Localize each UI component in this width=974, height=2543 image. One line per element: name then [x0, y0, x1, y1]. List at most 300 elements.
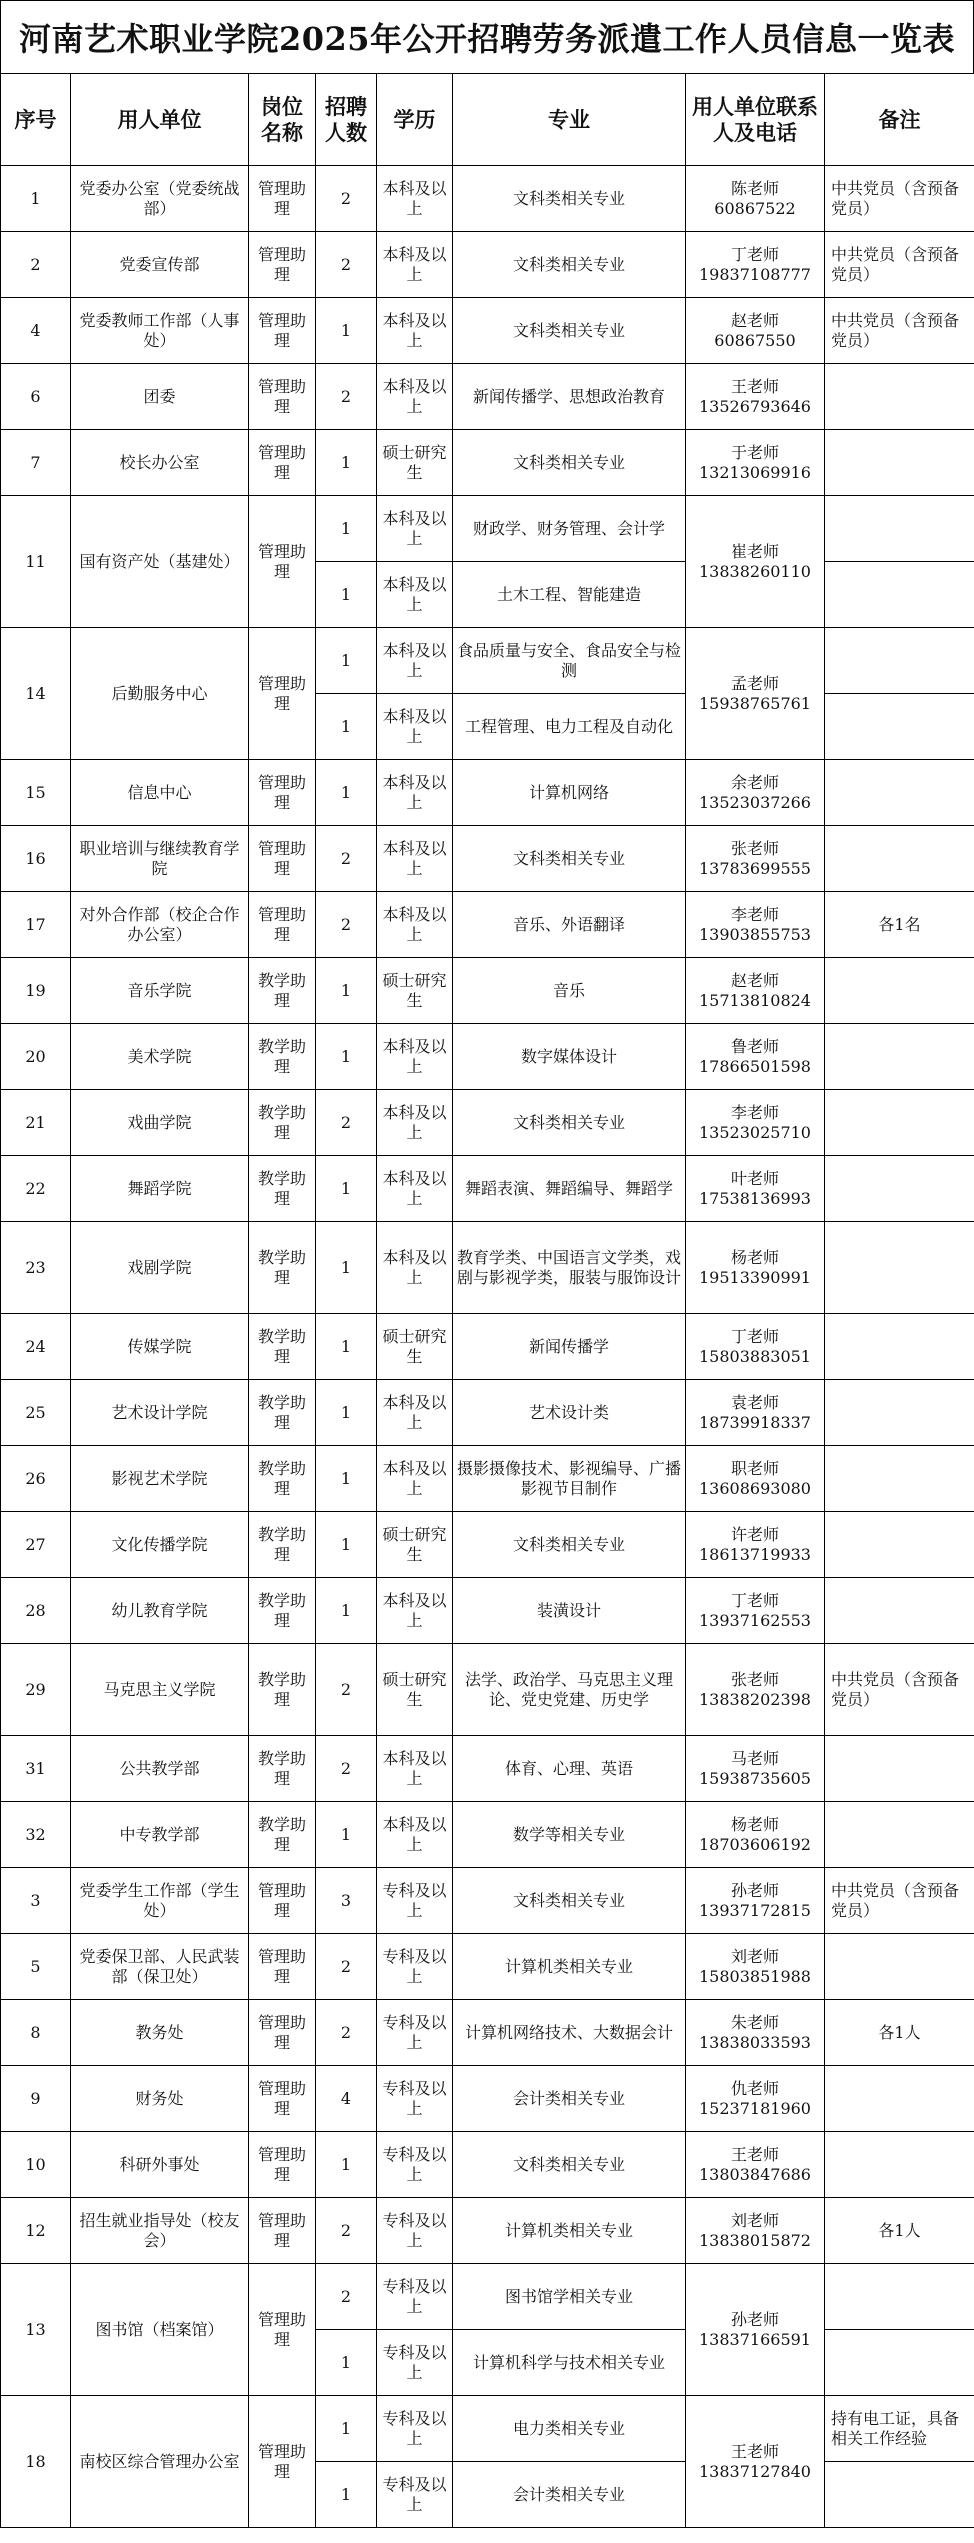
cell-note [825, 2264, 974, 2330]
cell-major: 舞蹈表演、舞蹈编导、舞蹈学 [453, 1156, 686, 1222]
cell-note [825, 562, 974, 628]
cell-edu: 硕士研究生 [377, 1314, 453, 1380]
cell-note: 中共党员（含预备党员） [825, 1644, 974, 1736]
cell-note [825, 496, 974, 562]
table-row [1, 1934, 974, 2000]
cell-note [825, 826, 974, 892]
cell-major: 食品质量与安全、食品安全与检测 [453, 628, 686, 694]
cell-edu: 本科及以上 [377, 1578, 453, 1644]
cell-contact: 余老师 13523037266 [686, 760, 825, 826]
cell-count: 1 [316, 430, 377, 496]
cell-note [825, 2330, 974, 2396]
cell-major: 文科类相关专业 [453, 826, 686, 892]
table-row [1, 166, 974, 232]
cell-post: 管理助理 [249, 1868, 316, 1934]
cell-contact: 职老师 13608693080 [686, 1446, 825, 1512]
cell-major: 计算机科学与技术相关专业 [453, 2330, 686, 2396]
table-row [1, 1736, 974, 1802]
cell-contact: 张老师 13838202398 [686, 1644, 825, 1736]
cell-unit: 信息中心 [71, 760, 249, 826]
cell-unit: 党委教师工作部（人事处） [71, 298, 249, 364]
cell-post: 教学助理 [249, 1578, 316, 1644]
cell-count: 1 [316, 1024, 377, 1090]
cell-contact: 孙老师 13837166591 [686, 2264, 825, 2396]
cell-contact: 袁老师 18739918337 [686, 1380, 825, 1446]
header-contact: 用人单位联系人及电话 [686, 74, 825, 166]
cell-unit: 艺术设计学院 [71, 1380, 249, 1446]
cell-no: 27 [1, 1512, 71, 1578]
cell-major: 财政学、财务管理、会计学 [453, 496, 686, 562]
cell-unit: 党委办公室（党委统战部） [71, 166, 249, 232]
cell-contact: 王老师 13837127840 [686, 2396, 825, 2528]
cell-contact: 叶老师 17538136993 [686, 1156, 825, 1222]
cell-edu: 本科及以上 [377, 1090, 453, 1156]
table-row [1, 2396, 974, 2462]
cell-no: 4 [1, 298, 71, 364]
cell-count: 1 [316, 1314, 377, 1380]
header-row [1, 74, 974, 166]
cell-post: 管理助理 [249, 2264, 316, 2396]
cell-no: 16 [1, 826, 71, 892]
cell-no: 5 [1, 1934, 71, 2000]
cell-edu: 本科及以上 [377, 298, 453, 364]
cell-count: 2 [316, 166, 377, 232]
cell-major: 数学等相关专业 [453, 1802, 686, 1868]
cell-post: 教学助理 [249, 958, 316, 1024]
cell-major: 计算机类相关专业 [453, 1934, 686, 2000]
cell-post: 教学助理 [249, 1644, 316, 1736]
cell-no: 31 [1, 1736, 71, 1802]
cell-post: 教学助理 [249, 1446, 316, 1512]
cell-major: 计算机网络技术、大数据会计 [453, 2000, 686, 2066]
cell-note [825, 1512, 974, 1578]
header-major: 专业 [453, 74, 686, 166]
cell-note [825, 1024, 974, 1090]
table-row [1, 2066, 974, 2132]
cell-unit: 科研外事处 [71, 2132, 249, 2198]
cell-post: 管理助理 [249, 166, 316, 232]
cell-unit: 舞蹈学院 [71, 1156, 249, 1222]
cell-count: 1 [316, 562, 377, 628]
cell-post: 管理助理 [249, 826, 316, 892]
cell-note [825, 694, 974, 760]
cell-note [825, 1222, 974, 1314]
cell-major: 计算机网络 [453, 760, 686, 826]
table-row [1, 298, 974, 364]
cell-post: 教学助理 [249, 1314, 316, 1380]
page-title: 河南艺术职业学院2025年公开招聘劳务派遣工作人员信息一览表 [0, 0, 974, 73]
cell-major: 文科类相关专业 [453, 166, 686, 232]
cell-contact: 杨老师 19513390991 [686, 1222, 825, 1314]
cell-major: 文科类相关专业 [453, 232, 686, 298]
table-row [1, 1512, 974, 1578]
cell-count: 2 [316, 364, 377, 430]
cell-edu: 专科及以上 [377, 1934, 453, 2000]
table-row [1, 430, 974, 496]
header-note: 备注 [825, 74, 974, 166]
table-row [1, 2000, 974, 2066]
header-no: 序号 [1, 74, 71, 166]
cell-count: 1 [316, 496, 377, 562]
cell-major: 电力类相关专业 [453, 2396, 686, 2462]
cell-post: 管理助理 [249, 298, 316, 364]
cell-major: 工程管理、电力工程及自动化 [453, 694, 686, 760]
cell-major: 新闻传播学 [453, 1314, 686, 1380]
cell-contact: 刘老师 15803851988 [686, 1934, 825, 2000]
cell-post: 管理助理 [249, 628, 316, 760]
cell-contact: 李老师 13523025710 [686, 1090, 825, 1156]
cell-no: 9 [1, 2066, 71, 2132]
cell-post: 管理助理 [249, 2132, 316, 2198]
table-row [1, 496, 974, 562]
cell-contact: 陈老师 60867522 [686, 166, 825, 232]
cell-no: 26 [1, 1446, 71, 1512]
cell-major: 图书馆学相关专业 [453, 2264, 686, 2330]
cell-count: 1 [316, 1802, 377, 1868]
cell-major: 文科类相关专业 [453, 2132, 686, 2198]
cell-edu: 本科及以上 [377, 1802, 453, 1868]
cell-post: 教学助理 [249, 1222, 316, 1314]
cell-no: 19 [1, 958, 71, 1024]
cell-post: 教学助理 [249, 1090, 316, 1156]
cell-unit: 校长办公室 [71, 430, 249, 496]
cell-count: 2 [316, 1644, 377, 1736]
cell-unit: 国有资产处（基建处） [71, 496, 249, 628]
table-row [1, 1156, 974, 1222]
cell-note: 中共党员（含预备党员） [825, 298, 974, 364]
table-body [1, 166, 974, 2528]
cell-contact: 张老师 13783699555 [686, 826, 825, 892]
header-unit: 用人单位 [71, 74, 249, 166]
cell-post: 管理助理 [249, 892, 316, 958]
cell-major: 计算机类相关专业 [453, 2198, 686, 2264]
table-row [1, 1380, 974, 1446]
table-row [1, 1802, 974, 1868]
cell-contact: 杨老师 18703606192 [686, 1802, 825, 1868]
cell-major: 音乐 [453, 958, 686, 1024]
cell-edu: 本科及以上 [377, 892, 453, 958]
cell-note [825, 364, 974, 430]
cell-no: 8 [1, 2000, 71, 2066]
cell-count: 2 [316, 1736, 377, 1802]
cell-count: 1 [316, 628, 377, 694]
cell-contact: 刘老师 13838015872 [686, 2198, 825, 2264]
table-row [1, 760, 974, 826]
cell-no: 12 [1, 2198, 71, 2264]
cell-major: 体育、心理、英语 [453, 1736, 686, 1802]
cell-edu: 本科及以上 [377, 562, 453, 628]
recruitment-table [0, 73, 974, 2528]
cell-unit: 马克思主义学院 [71, 1644, 249, 1736]
cell-edu: 专科及以上 [377, 2462, 453, 2528]
table-row [1, 1644, 974, 1736]
cell-edu: 本科及以上 [377, 364, 453, 430]
cell-unit: 南校区综合管理办公室 [71, 2396, 249, 2528]
cell-note [825, 2066, 974, 2132]
cell-edu: 本科及以上 [377, 1446, 453, 1512]
cell-major: 装潢设计 [453, 1578, 686, 1644]
cell-major: 教育学类、中国语言文学类，戏剧与影视学类，服装与服饰设计 [453, 1222, 686, 1314]
cell-count: 1 [316, 1512, 377, 1578]
cell-count: 1 [316, 2396, 377, 2462]
cell-edu: 硕士研究生 [377, 958, 453, 1024]
cell-post: 教学助理 [249, 1802, 316, 1868]
cell-no: 21 [1, 1090, 71, 1156]
cell-unit: 公共教学部 [71, 1736, 249, 1802]
cell-post: 管理助理 [249, 2198, 316, 2264]
cell-count: 1 [316, 2462, 377, 2528]
cell-edu: 本科及以上 [377, 1024, 453, 1090]
cell-unit: 传媒学院 [71, 1314, 249, 1380]
cell-major: 文科类相关专业 [453, 1090, 686, 1156]
cell-edu: 本科及以上 [377, 1156, 453, 1222]
cell-contact: 仇老师 15237181960 [686, 2066, 825, 2132]
cell-major: 音乐、外语翻译 [453, 892, 686, 958]
cell-note [825, 1934, 974, 2000]
table-row [1, 364, 974, 430]
cell-contact: 许老师 18613719933 [686, 1512, 825, 1578]
cell-major: 新闻传播学、思想政治教育 [453, 364, 686, 430]
cell-major: 文科类相关专业 [453, 430, 686, 496]
cell-note: 各1名 [825, 892, 974, 958]
cell-no: 1 [1, 166, 71, 232]
cell-no: 7 [1, 430, 71, 496]
cell-count: 2 [316, 2198, 377, 2264]
cell-unit: 戏剧学院 [71, 1222, 249, 1314]
cell-count: 1 [316, 1578, 377, 1644]
cell-major: 文科类相关专业 [453, 1512, 686, 1578]
cell-count: 2 [316, 2000, 377, 2066]
table-row [1, 2132, 974, 2198]
cell-contact: 于老师 13213069916 [686, 430, 825, 496]
cell-no: 18 [1, 2396, 71, 2528]
cell-unit: 音乐学院 [71, 958, 249, 1024]
table-row [1, 232, 974, 298]
cell-note [825, 2132, 974, 2198]
cell-major: 摄影摄像技术、影视编导、广播影视节目制作 [453, 1446, 686, 1512]
cell-major: 土木工程、智能建造 [453, 562, 686, 628]
cell-contact: 孙老师 13937172815 [686, 1868, 825, 1934]
cell-unit: 党委学生工作部（学生处） [71, 1868, 249, 1934]
cell-count: 1 [316, 694, 377, 760]
cell-note: 中共党员（含预备党员） [825, 232, 974, 298]
cell-post: 管理助理 [249, 760, 316, 826]
cell-unit: 教务处 [71, 2000, 249, 2066]
cell-count: 2 [316, 892, 377, 958]
cell-unit: 党委宣传部 [71, 232, 249, 298]
cell-unit: 中专教学部 [71, 1802, 249, 1868]
cell-note [825, 1446, 974, 1512]
cell-contact: 赵老师 15713810824 [686, 958, 825, 1024]
cell-no: 10 [1, 2132, 71, 2198]
cell-edu: 专科及以上 [377, 2000, 453, 2066]
cell-unit: 对外合作部（校企合作办公室） [71, 892, 249, 958]
cell-note [825, 1314, 974, 1380]
cell-count: 1 [316, 1380, 377, 1446]
cell-note [825, 628, 974, 694]
cell-no: 17 [1, 892, 71, 958]
header-post: 岗位名称 [249, 74, 316, 166]
table-row [1, 1090, 974, 1156]
cell-edu: 本科及以上 [377, 694, 453, 760]
cell-edu: 专科及以上 [377, 2066, 453, 2132]
cell-unit: 幼儿教育学院 [71, 1578, 249, 1644]
cell-note [825, 958, 974, 1024]
cell-edu: 本科及以上 [377, 628, 453, 694]
cell-count: 1 [316, 2132, 377, 2198]
cell-post: 管理助理 [249, 2066, 316, 2132]
cell-post: 教学助理 [249, 1156, 316, 1222]
cell-note: 中共党员（含预备党员） [825, 1868, 974, 1934]
cell-unit: 图书馆（档案馆） [71, 2264, 249, 2396]
cell-unit: 影视艺术学院 [71, 1446, 249, 1512]
cell-no: 29 [1, 1644, 71, 1736]
cell-contact: 赵老师 60867550 [686, 298, 825, 364]
cell-major: 文科类相关专业 [453, 298, 686, 364]
table-row [1, 1024, 974, 1090]
cell-no: 32 [1, 1802, 71, 1868]
cell-no: 11 [1, 496, 71, 628]
table-row [1, 1578, 974, 1644]
cell-no: 22 [1, 1156, 71, 1222]
cell-note [825, 1736, 974, 1802]
cell-edu: 专科及以上 [377, 2330, 453, 2396]
cell-no: 14 [1, 628, 71, 760]
cell-count: 2 [316, 2264, 377, 2330]
cell-unit: 戏曲学院 [71, 1090, 249, 1156]
cell-edu: 硕士研究生 [377, 430, 453, 496]
table-row [1, 1868, 974, 1934]
cell-contact: 朱老师 13838033593 [686, 2000, 825, 2066]
cell-count: 1 [316, 298, 377, 364]
cell-edu: 本科及以上 [377, 232, 453, 298]
cell-edu: 专科及以上 [377, 2396, 453, 2462]
cell-post: 管理助理 [249, 232, 316, 298]
cell-edu: 本科及以上 [377, 496, 453, 562]
cell-edu: 本科及以上 [377, 826, 453, 892]
cell-note [825, 1090, 974, 1156]
cell-no: 3 [1, 1868, 71, 1934]
cell-unit: 后勤服务中心 [71, 628, 249, 760]
cell-contact: 丁老师 19837108777 [686, 232, 825, 298]
cell-note: 各1人 [825, 2000, 974, 2066]
cell-edu: 本科及以上 [377, 1380, 453, 1446]
cell-edu: 专科及以上 [377, 2264, 453, 2330]
cell-note [825, 430, 974, 496]
cell-note: 中共党员（含预备党员） [825, 166, 974, 232]
cell-note: 各1人 [825, 2198, 974, 2264]
cell-note [825, 2462, 974, 2528]
cell-unit: 党委保卫部、人民武装部（保卫处） [71, 1934, 249, 2000]
cell-note [825, 1156, 974, 1222]
cell-contact: 王老师 13803847686 [686, 2132, 825, 2198]
cell-contact: 丁老师 13937162553 [686, 1578, 825, 1644]
cell-edu: 专科及以上 [377, 2132, 453, 2198]
cell-contact: 孟老师 15938765761 [686, 628, 825, 760]
cell-post: 教学助理 [249, 1736, 316, 1802]
cell-no: 13 [1, 2264, 71, 2396]
cell-count: 4 [316, 2066, 377, 2132]
cell-post: 管理助理 [249, 496, 316, 628]
cell-count: 1 [316, 760, 377, 826]
cell-count: 1 [316, 1222, 377, 1314]
cell-no: 23 [1, 1222, 71, 1314]
cell-no: 6 [1, 364, 71, 430]
cell-count: 3 [316, 1868, 377, 1934]
cell-count: 2 [316, 1090, 377, 1156]
cell-count: 1 [316, 958, 377, 1024]
cell-unit: 招生就业指导处（校友会） [71, 2198, 249, 2264]
cell-count: 2 [316, 1934, 377, 2000]
cell-edu: 本科及以上 [377, 760, 453, 826]
cell-count: 2 [316, 826, 377, 892]
cell-contact: 王老师 13526793646 [686, 364, 825, 430]
header-edu: 学历 [377, 74, 453, 166]
table-row [1, 628, 974, 694]
cell-unit: 美术学院 [71, 1024, 249, 1090]
cell-major: 艺术设计类 [453, 1380, 686, 1446]
cell-post: 管理助理 [249, 430, 316, 496]
cell-contact: 崔老师 13838260110 [686, 496, 825, 628]
cell-contact: 丁老师 15803883051 [686, 1314, 825, 1380]
table-row [1, 2198, 974, 2264]
cell-post: 管理助理 [249, 364, 316, 430]
cell-no: 24 [1, 1314, 71, 1380]
cell-note [825, 760, 974, 826]
cell-post: 管理助理 [249, 1934, 316, 2000]
cell-no: 25 [1, 1380, 71, 1446]
cell-count: 1 [316, 2330, 377, 2396]
cell-count: 2 [316, 232, 377, 298]
cell-post: 管理助理 [249, 2000, 316, 2066]
cell-edu: 本科及以上 [377, 166, 453, 232]
header-count: 招聘人数 [316, 74, 377, 166]
cell-count: 1 [316, 1446, 377, 1512]
cell-post: 教学助理 [249, 1512, 316, 1578]
cell-edu: 专科及以上 [377, 1868, 453, 1934]
cell-note [825, 1578, 974, 1644]
table-row [1, 1446, 974, 1512]
cell-note [825, 1380, 974, 1446]
cell-edu: 专科及以上 [377, 2198, 453, 2264]
cell-major: 法学、政治学、马克思主义理论、党史党建、历史学 [453, 1644, 686, 1736]
cell-major: 会计类相关专业 [453, 2066, 686, 2132]
table-row [1, 892, 974, 958]
cell-note [825, 1802, 974, 1868]
cell-edu: 本科及以上 [377, 1222, 453, 1314]
cell-count: 1 [316, 1156, 377, 1222]
cell-unit: 财务处 [71, 2066, 249, 2132]
cell-edu: 硕士研究生 [377, 1512, 453, 1578]
cell-edu: 硕士研究生 [377, 1644, 453, 1736]
table-row [1, 2264, 974, 2330]
cell-major: 数字媒体设计 [453, 1024, 686, 1090]
cell-no: 28 [1, 1578, 71, 1644]
table-row [1, 1222, 974, 1314]
cell-no: 15 [1, 760, 71, 826]
cell-no: 20 [1, 1024, 71, 1090]
cell-major: 会计类相关专业 [453, 2462, 686, 2528]
table-row [1, 1314, 974, 1380]
cell-contact: 马老师 15938735605 [686, 1736, 825, 1802]
cell-unit: 职业培训与继续教育学院 [71, 826, 249, 892]
cell-contact: 鲁老师 17866501598 [686, 1024, 825, 1090]
table-row [1, 958, 974, 1024]
cell-major: 文科类相关专业 [453, 1868, 686, 1934]
cell-post: 教学助理 [249, 1024, 316, 1090]
cell-unit: 团委 [71, 364, 249, 430]
cell-post: 管理助理 [249, 2396, 316, 2528]
